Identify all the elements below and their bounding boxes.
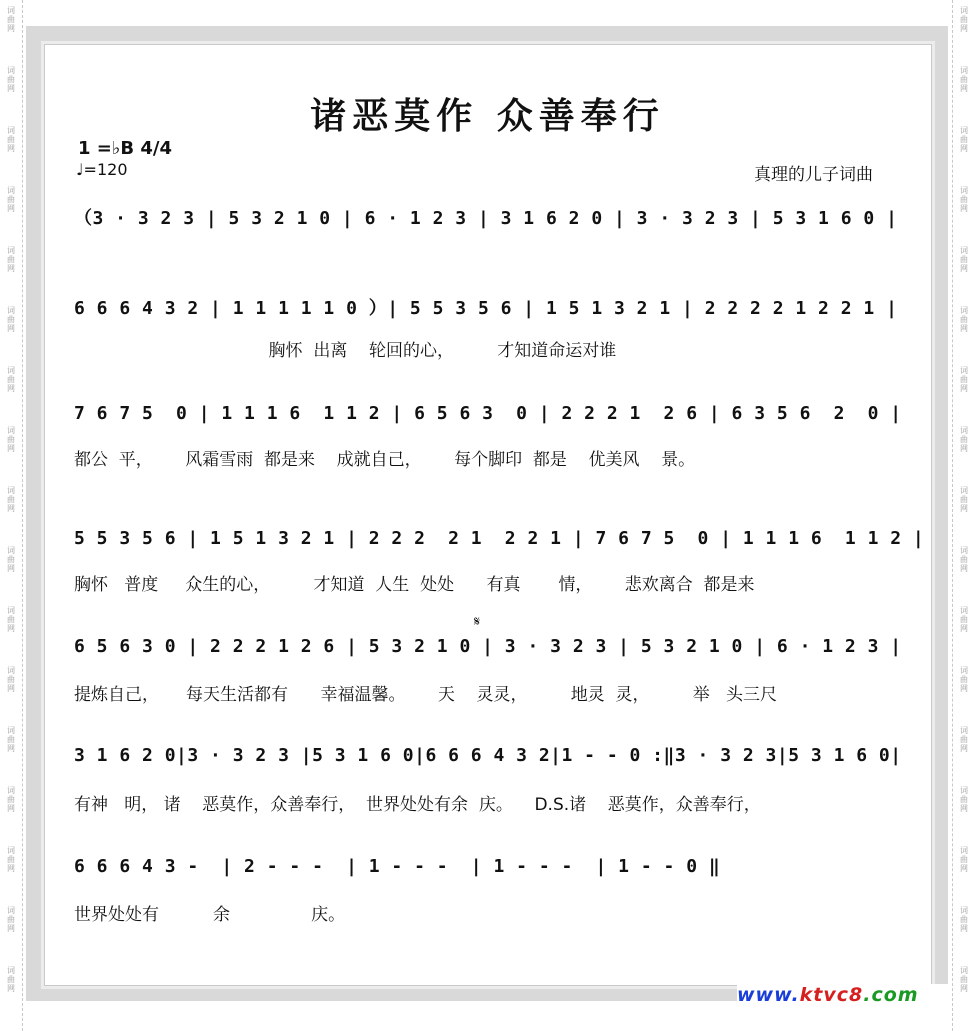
watermark: 词 曲 网 [960,366,968,393]
site-prefix: www. [737,984,800,1006]
score-sheet [44,44,932,986]
watermark: 词 曲 网 [960,306,968,333]
lyrics-line-2: 胸怀 出离 轮回的心， 才知道命运对谁 [74,341,617,361]
watermark: 词 曲 网 [960,486,968,513]
notation-line-2: 6 6 6 4 3 2 | 1 1 1 1 1 0 ）| 5 5 3 5 6 | 1 5 1 3 2 1 | 2 2 2 2 1 2 2 1 | [74,298,898,319]
watermark: 词 曲 网 [960,126,968,153]
watermark: 词 曲 网 [7,726,15,753]
segno-sign: 𝄋 [474,614,481,630]
watermark: 词 曲 网 [960,546,968,573]
credits: 真理的儿子词曲 [754,165,873,185]
site-name: ktvc8 [799,984,864,1006]
watermark: 词 曲 网 [7,66,15,93]
song-title: 诸恶莫作 众善奉行 [310,95,665,137]
watermark: 词 曲 网 [960,426,968,453]
watermark: 词 曲 网 [7,966,15,993]
notation-line-4: 5 5 3 5 6 | 1 5 1 3 2 1 | 2 2 2 2 1 2 2 1 | 7 6 7 5 0 | 1 1 1 6 1 1 2 | [74,528,925,549]
watermark: 词 曲 网 [960,846,968,873]
lyrics-line-6: 有神 明， 诸 恶莫作，众善奉行， 世界处处有余 庆。 D.S.诸 恶莫作，众善奉行， [74,795,761,815]
watermark: 词 曲 网 [960,726,968,753]
lyrics-line-3: 都公 平， 风霜雪雨 都是来 成就自己， 每个脚印 都是 优美风 景。 [74,450,696,470]
watermark: 词 曲 网 [7,606,15,633]
lyrics-line-5: 提炼自己， 每天生活都有 幸福温馨。 天 灵灵， 地灵 灵， 举 头三尺 [74,685,777,705]
watermark: 词 曲 网 [7,426,15,453]
watermark: 词 曲 网 [7,246,15,273]
watermark: 词 曲 网 [960,906,968,933]
watermark: 词 曲 网 [7,666,15,693]
key-signature: 1 =♭B 4/4 [78,138,172,159]
watermark: 词 曲 网 [7,126,15,153]
right-watermark-strip [952,0,975,1031]
watermark: 词 曲 网 [7,306,15,333]
notation-line-7: 6 6 6 4 3 - | 2 - - - | 1 - - - | 1 - - - | 1 - - 0 ‖ [74,856,721,877]
watermark: 词 曲 网 [7,186,15,213]
site-watermark [737,984,949,1006]
left-watermark-strip [0,0,23,1031]
watermark: 词 曲 网 [960,246,968,273]
watermark: 词 曲 网 [960,66,968,93]
watermark: 词 曲 网 [7,906,15,933]
watermark: 词 曲 网 [960,6,968,33]
watermark: 词 曲 网 [7,6,15,33]
watermark: 词 曲 网 [960,966,968,993]
notation-line-3: 7 6 7 5 0 | 1 1 1 6 1 1 2 | 6 5 6 3 0 | 2 2 2 1 2 6 | 6 3 5 6 2 0 | [74,403,902,424]
tempo-marking: ♩=120 [76,160,128,179]
watermark: 词 曲 网 [7,486,15,513]
watermark: 词 曲 网 [7,786,15,813]
watermark: 词 曲 网 [960,666,968,693]
notation-line-1: （3 · 3 2 3 | 5 3 2 1 0 | 6 · 1 2 3 | 3 1 6 2 0 | 3 · 3 2 3 | 5 3 1 6 0 | [74,208,898,229]
notation-line-5: 6 5 6 3 0 | 2 2 2 1 2 6 | 5 3 2 1 0 | 3 · 3 2 3 | 5 3 2 1 0 | 6 · 1 2 3 | [74,636,902,657]
watermark: 词 曲 网 [960,186,968,213]
watermark: 词 曲 网 [960,606,968,633]
site-suffix: .com [863,984,919,1006]
lyrics-line-7: 世界处处有 余 庆。 [74,905,346,925]
lyrics-line-4: 胸怀 普度 众生的心， 才知道 人生 处处 有真 情， 悲欢离合 都是来 [74,575,755,595]
watermark: 词 曲 网 [7,546,15,573]
watermark: 词 曲 网 [7,846,15,873]
watermark: 词 曲 网 [960,786,968,813]
notation-line-6: 3 1 6 2 0|3 · 3 2 3 |5 3 1 6 0|6 6 6 4 3 2|1 - - 0 :‖3 · 3 2 3|5 3 1 6 0| [74,745,902,766]
watermark: 词 曲 网 [7,366,15,393]
